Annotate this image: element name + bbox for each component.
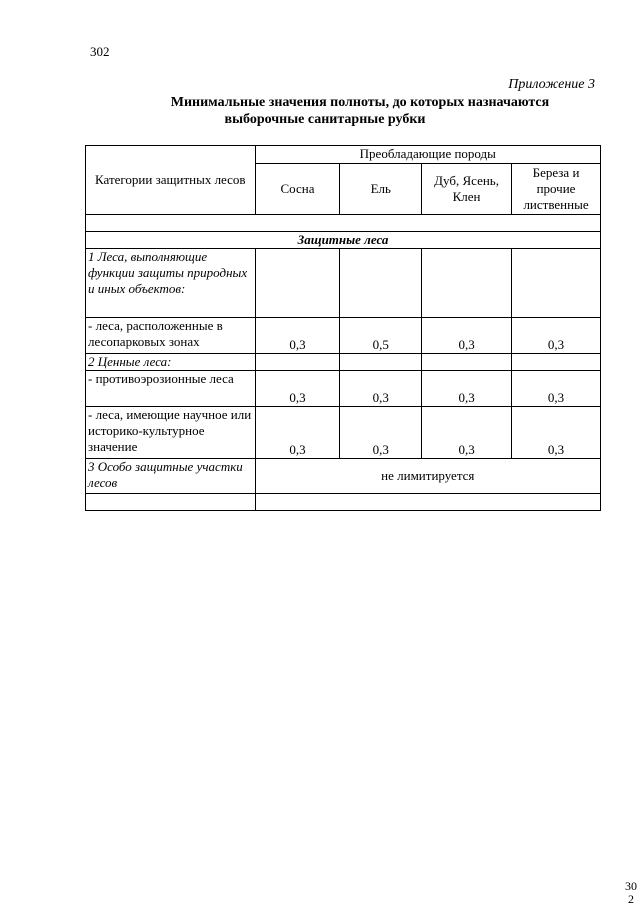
empty-row bbox=[86, 494, 601, 511]
page-number-bottom: 302 bbox=[625, 879, 637, 906]
row-value: 0,3 bbox=[255, 318, 340, 354]
table-row bbox=[86, 371, 601, 407]
header-row-1 bbox=[86, 146, 601, 164]
species-group-header: Преобладающие породы bbox=[255, 146, 600, 164]
table-row bbox=[86, 354, 601, 371]
row-value bbox=[422, 249, 512, 318]
felling-density-table bbox=[85, 145, 601, 511]
spacer-row bbox=[86, 215, 601, 232]
row-value: 0,3 bbox=[512, 318, 601, 354]
page-number-top: 302 bbox=[90, 44, 110, 59]
row-value: 0,3 bbox=[512, 371, 601, 407]
species-header-pine: Сосна bbox=[255, 164, 340, 215]
row-value: 0,3 bbox=[340, 371, 422, 407]
title-line-2: выборочные санитарные рубки bbox=[224, 112, 426, 127]
row-value bbox=[340, 249, 422, 318]
table-row bbox=[86, 407, 601, 459]
row-value bbox=[255, 354, 340, 371]
empty-cell bbox=[86, 494, 256, 511]
section-row bbox=[86, 232, 601, 249]
table-row bbox=[86, 249, 601, 318]
row-value bbox=[512, 249, 601, 318]
document-title bbox=[90, 94, 630, 128]
row-category: 1 Леса, выполняющие функции защиты природных и иных объектов: bbox=[86, 249, 256, 318]
empty-cell bbox=[255, 494, 600, 511]
row-value: 0,3 bbox=[422, 318, 512, 354]
section-title: Защитные леса bbox=[86, 232, 601, 249]
species-header-spruce: Ель bbox=[340, 164, 422, 215]
row-value: 0,5 bbox=[340, 318, 422, 354]
title-line-1: Минимальные значения полноты, до которых назначаются bbox=[170, 95, 550, 110]
row-category: - леса, имеющие научное или историко-культурное значение bbox=[86, 407, 256, 459]
category-header: Категории защитных лесов bbox=[86, 146, 256, 215]
row-value: 0,3 bbox=[340, 407, 422, 459]
row-value: 0,3 bbox=[422, 407, 512, 459]
appendix-label: Приложение 3 bbox=[508, 77, 595, 92]
species-header-birch: Береза и прочие лиственные bbox=[512, 164, 601, 215]
table-row bbox=[86, 318, 601, 354]
row-value: 0,3 bbox=[255, 407, 340, 459]
row-value: 0,3 bbox=[255, 371, 340, 407]
spacer-cell bbox=[86, 215, 601, 232]
row-category: 2 Ценные леса: bbox=[86, 354, 256, 371]
row-value: 0,3 bbox=[422, 371, 512, 407]
row-value: 0,3 bbox=[512, 407, 601, 459]
special-value: не лимитируется bbox=[255, 459, 600, 494]
row-value bbox=[422, 354, 512, 371]
row-category: - леса, расположенные в лесопарковых зонах bbox=[86, 318, 256, 354]
special-category: 3 Особо защитные участки лесов bbox=[86, 459, 256, 494]
special-row bbox=[86, 459, 601, 494]
species-header-oak: Дуб, Ясень, Клен bbox=[422, 164, 512, 215]
row-value bbox=[512, 354, 601, 371]
row-value bbox=[255, 249, 340, 318]
row-category: - противоэрозионные леса bbox=[86, 371, 256, 407]
row-value bbox=[340, 354, 422, 371]
